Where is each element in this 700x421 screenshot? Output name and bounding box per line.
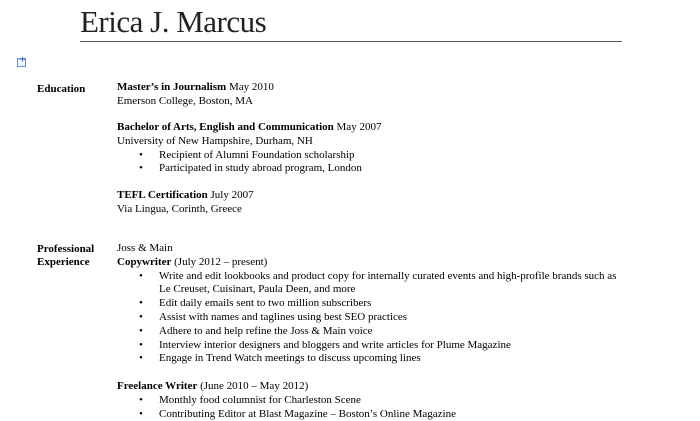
job-title: Freelance Writer — [117, 380, 198, 392]
list-item: • Engage in Trend Watch meetings to discuss upcoming lines — [117, 352, 677, 366]
list-item: • Write and edit lookbooks and product copy for internally curated events and high-profile brands such as — [117, 270, 677, 284]
freelance-bullets — [117, 394, 677, 421]
degree-title: TEFL Certification — [117, 189, 208, 201]
degree-date: May 2007 — [333, 121, 382, 133]
degree-title: Bachelor of Arts, English and Communication — [117, 121, 334, 133]
job-title: Copywriter — [117, 255, 172, 268]
table-move-handle-icon[interactable] — [17, 58, 26, 67]
education-label: Education — [37, 83, 86, 95]
experience-entry-joss-main — [117, 242, 677, 366]
list-item-continuation — [117, 283, 677, 297]
list-item: • Monthly food columnist for Charleston Scene — [117, 394, 677, 408]
experience-label-line2: Experience — [37, 256, 90, 268]
job-dates: (July 2012 – present) — [171, 255, 268, 268]
school-name: Emerson College, Boston, MA — [117, 94, 253, 107]
school-name: Via Lingua, Corinth, Greece — [117, 202, 242, 215]
list-item: • Edit daily emails sent to two million subscribers — [117, 297, 677, 311]
name-underline — [80, 41, 622, 42]
continuation-text: Le Creuset, Cuisinart, Paula Deen, and more — [159, 283, 356, 296]
bachelors-bullets — [117, 149, 677, 177]
copywriter-bullets — [117, 270, 677, 367]
education-entry-bachelors — [117, 121, 677, 176]
experience-label-line1: Professional — [37, 243, 95, 255]
education-entry-tefl — [117, 189, 677, 217]
list-item: • Assist with names and taglines using best SEO practices — [117, 311, 677, 325]
list-item: • Contributing Editor at Blast Magazine – Boston’s Online Magazine — [117, 408, 677, 421]
experience-label — [37, 243, 94, 269]
resume-name: Erica J. Marcus — [80, 4, 267, 39]
list-item: • Participated in study abroad program, London — [117, 162, 677, 176]
school-name: University of New Hampshire, Durham, NH — [117, 134, 313, 147]
list-item: • Recipient of Alumni Foundation scholarship — [117, 149, 677, 163]
list-item: • Adhere to and help refine the Joss & Main voice — [117, 325, 677, 339]
education-entry-masters — [117, 81, 677, 109]
degree-date: July 2007 — [207, 189, 254, 201]
degree-date: May 2010 — [226, 81, 274, 93]
list-item: • Interview interior designers and bloggers and write articles for Plume Magazine — [117, 339, 677, 353]
job-dates: (June 2010 – May 2012) — [197, 380, 309, 392]
experience-entry-freelance — [117, 380, 677, 421]
degree-title: Master’s in Journalism — [117, 81, 227, 93]
company-name: Joss & Main — [117, 242, 173, 254]
